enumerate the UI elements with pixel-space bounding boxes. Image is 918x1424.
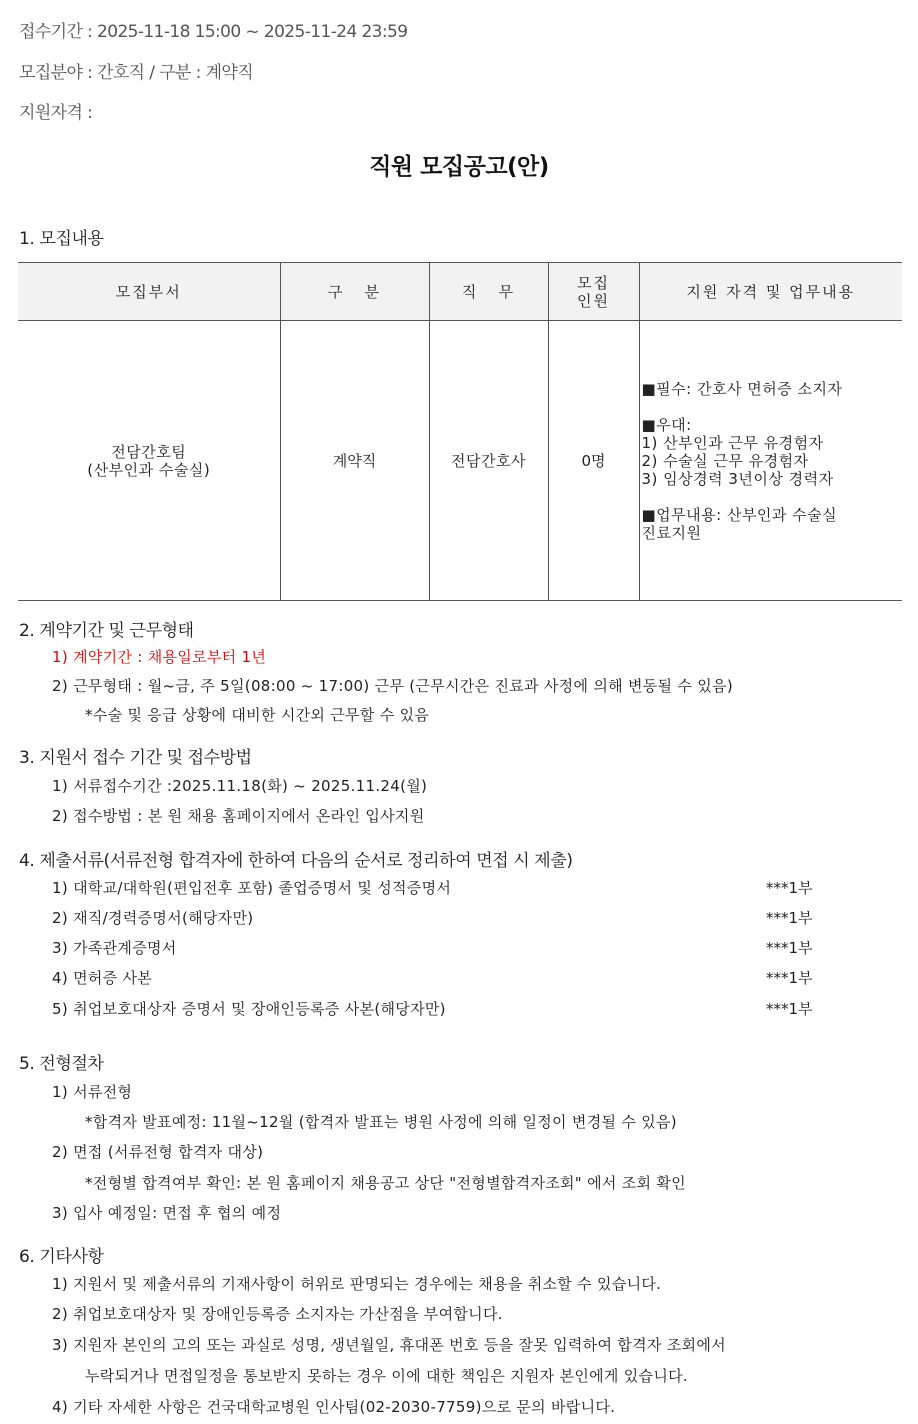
duty-work-line1: ■업무내용: 산부인과 수술실 <box>641 505 838 524</box>
header-count-line2: 인원 <box>577 291 610 310</box>
meta-period: 접수기간 : 2025-11-18 15:00 ~ 2025-11-24 23:59 <box>19 22 408 42</box>
work-type: 2) 근무형태 : 월~금, 주 5일(08:00 ~ 17:00) 근무 (근무시간은 진료과 사정에 의해 변동될 수 있음) <box>52 677 733 695</box>
duty-pref-3: 3) 임상경력 3년이상 경력자 <box>641 469 834 488</box>
document-count: ***1부 <box>766 909 813 927</box>
meta-field: 모집분야 : 간호직 / 구분 : 계약직 <box>19 63 254 83</box>
document-count: ***1부 <box>766 1000 813 1018</box>
contract-period: 1) 계약기간 : 채용일로부터 1년 <box>52 648 267 666</box>
document-count: ***1부 <box>766 879 813 897</box>
screening-documents-note: *합격자 발표예정: 11월~12월 (합격자 발표는 병원 사정에 의해 일정이 변경될 수 있음) <box>85 1113 677 1131</box>
table-header-row <box>18 263 902 321</box>
cell-dept <box>18 321 280 601</box>
recruit-table <box>18 262 902 601</box>
application-method: 2) 접수방법 : 본 원 채용 홈페이지에서 온라인 입사지원 <box>52 807 425 825</box>
duty-pref-1: 1) 산부인과 근무 유경험자 <box>641 433 824 452</box>
cell-dept-line2: (산부인과 수술실) <box>87 460 211 479</box>
document-count: ***1부 <box>766 939 813 957</box>
screening-start-date: 3) 입사 예정일: 면접 후 협의 예정 <box>52 1204 282 1222</box>
screening-interview-note: *전형별 합격여부 확인: 본 원 홈페이지 채용공고 상단 "전형별합격자조회" 에서 조회 확인 <box>85 1174 686 1192</box>
document-item: 2) 재직/경력증명서(해당자만) <box>52 909 254 927</box>
header-job: 직 무 <box>429 263 548 321</box>
cell-count: 0명 <box>548 321 639 601</box>
section-2-heading: 2. 계약기간 및 근무형태 <box>19 621 194 641</box>
duty-preferred: ■우대: <box>641 415 692 434</box>
misc-item-1: 1) 지원서 및 제출서류의 기재사항이 허위로 판명되는 경우에는 채용을 취소할 수 있습니다. <box>52 1275 662 1293</box>
misc-item-4: 4) 기타 자세한 사항은 건국대학교병원 인사팀(02-2030-7759)으로 문의 바랍니다. <box>52 1398 616 1416</box>
document-item: 5) 취업보호대상자 증명서 및 장애인등록증 사본(해당자만) <box>52 1000 446 1018</box>
page-title: 직원 모집공고(안) <box>369 154 549 180</box>
document-item: 1) 대학교/대학원(편입전후 포함) 졸업증명서 및 성적증명서 <box>52 879 452 897</box>
cell-job: 전담간호사 <box>429 321 548 601</box>
duty-work-line2: 진료지원 <box>641 523 702 542</box>
section-3-heading: 3. 지원서 접수 기간 및 접수방법 <box>19 748 252 768</box>
header-count-line1: 모집 <box>577 273 610 292</box>
section-5-heading: 5. 전형절차 <box>19 1054 104 1074</box>
document-item: 4) 면허증 사본 <box>52 969 153 987</box>
overtime-note: *수술 및 응급 상황에 대비한 시간외 근무할 수 있음 <box>85 706 430 724</box>
header-type: 구 분 <box>280 263 429 321</box>
cell-duty <box>639 321 902 601</box>
application-period: 1) 서류접수기간 :2025.11.18(화) ~ 2025.11.24(월) <box>52 777 428 795</box>
cell-dept-line1: 전담간호팀 <box>111 442 187 461</box>
misc-item-3: 3) 지원자 본인의 고의 또는 과실로 성명, 생년월일, 휴대폰 번호 등을 잘못 입력하여 합격자 조회에서 <box>52 1336 726 1354</box>
cell-type: 계약직 <box>280 321 429 601</box>
section-4-heading: 4. 제출서류(서류전형 합격자에 한하여 다음의 순서로 정리하여 면접 시 제출) <box>19 851 573 871</box>
header-dept: 모집부서 <box>18 263 280 321</box>
meta-qualification: 지원자격 : <box>19 103 93 123</box>
document-count: ***1부 <box>766 969 813 987</box>
table-row <box>18 321 902 601</box>
header-duty: 지원 자격 및 업무내용 <box>639 263 902 321</box>
misc-item-2: 2) 취업보호대상자 및 장애인등록증 소지자는 가산점을 부여합니다. <box>52 1305 503 1323</box>
misc-item-3-cont: 누락되거나 면접일정을 통보받지 못하는 경우 이에 대한 책임은 지원자 본인에게 있습니다. <box>85 1367 688 1385</box>
document-item: 3) 가족관계증명서 <box>52 939 177 957</box>
section-6-heading: 6. 기타사항 <box>19 1247 104 1267</box>
duty-pref-2: 2) 수술실 근무 유경험자 <box>641 451 809 470</box>
section-1-heading: 1. 모집내용 <box>19 229 104 249</box>
screening-documents: 1) 서류전형 <box>52 1083 133 1101</box>
header-count <box>548 263 639 321</box>
duty-required: ■필수: 간호사 면허증 소지자 <box>641 379 843 398</box>
screening-interview: 2) 면접 (서류전형 합격자 대상) <box>52 1143 264 1161</box>
